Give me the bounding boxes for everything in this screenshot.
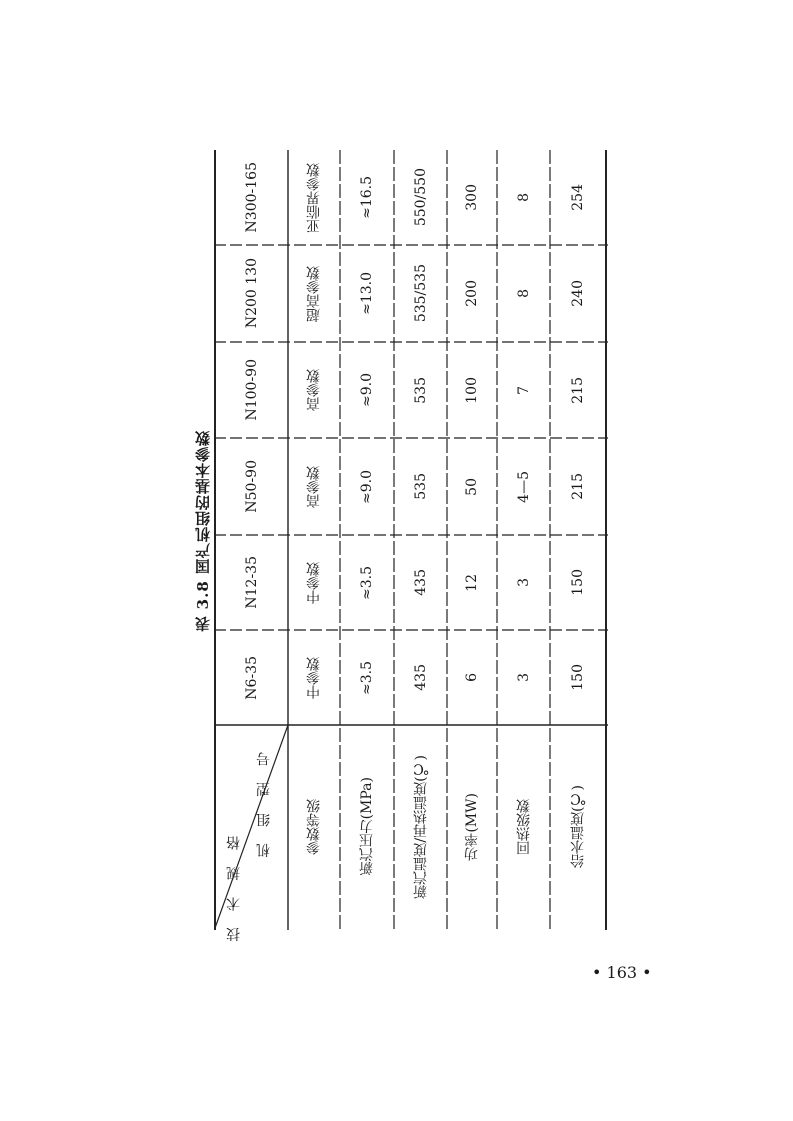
table-cell: 中参数: [306, 656, 322, 699]
table-cell: 3: [515, 578, 532, 587]
table-cell: 高参数: [306, 465, 322, 508]
table-cell: 6: [464, 673, 480, 682]
row-label-parameter-grade: 参数等级: [306, 798, 322, 855]
table-cell: 7: [515, 385, 532, 395]
table-cell: 亚临界参数: [306, 162, 322, 233]
table-cell: 435: [412, 664, 429, 691]
table-cell: ≈16.5: [359, 176, 375, 219]
table-cell: 435: [412, 569, 429, 596]
table-cell: 300: [464, 184, 480, 211]
table-cell: 超高参数: [306, 265, 322, 322]
table-cell: 50: [464, 477, 480, 496]
table-cell: 150: [570, 664, 586, 691]
table-cell: 100: [464, 376, 480, 404]
page-number: • 163 •: [592, 963, 652, 982]
row-label-feedwater-temperature: 给水温度(℃): [570, 785, 586, 868]
header-spec-label: 技 术 规 格: [226, 830, 242, 942]
table-cell: ≈9.0: [359, 373, 375, 407]
table-cell: 8: [515, 289, 532, 298]
header-model-label: 机 组 型 号: [256, 746, 272, 858]
table-cell: 535: [412, 473, 429, 500]
row-label-power: 功率(MW): [464, 792, 480, 861]
row-label-regenerative-stages: 回热级数: [515, 798, 532, 855]
table-cell: 中参数: [306, 561, 322, 604]
row-label-steam-pressure: 新汽压力(MPa): [359, 777, 375, 876]
model-n200-130: N200 130: [243, 258, 260, 329]
model-n100-90: N100-90: [243, 359, 260, 421]
model-n12-35: N12-35: [243, 556, 260, 609]
table-cell: ≈3.5: [359, 565, 375, 600]
model-n300-165: N300-165: [243, 162, 260, 233]
table-cell: ≈13.0: [359, 272, 375, 315]
table-caption: 表 3.8 国产机组的基本参数: [194, 430, 212, 632]
table-cell: 550/550: [412, 168, 429, 227]
table-cell: 254: [570, 184, 586, 211]
table-cell: ≈9.0: [359, 469, 375, 504]
table-cell: 535/535: [412, 264, 429, 323]
table-cell: 150: [570, 569, 586, 596]
table-cell: 200: [464, 280, 480, 307]
model-n50-90: N50-90: [243, 460, 260, 513]
model-n6-35: N6-35: [243, 655, 260, 700]
table-cell: 4—5: [515, 470, 532, 503]
parameters-table: [214, 150, 608, 942]
table-cell: 高参数: [306, 369, 322, 411]
table-cell: 240: [570, 280, 586, 307]
table-cell: 3: [515, 673, 532, 682]
row-label-steam-temperature: 新汽温度/再热温度(℃): [412, 754, 429, 899]
table-cell: 535: [412, 376, 429, 404]
table-cell: ≈3.5: [359, 660, 375, 695]
table-cell: 215: [570, 376, 586, 404]
table-cell: 215: [570, 473, 586, 500]
table-cell: 8: [515, 193, 532, 202]
table-cell: 12: [464, 573, 480, 592]
